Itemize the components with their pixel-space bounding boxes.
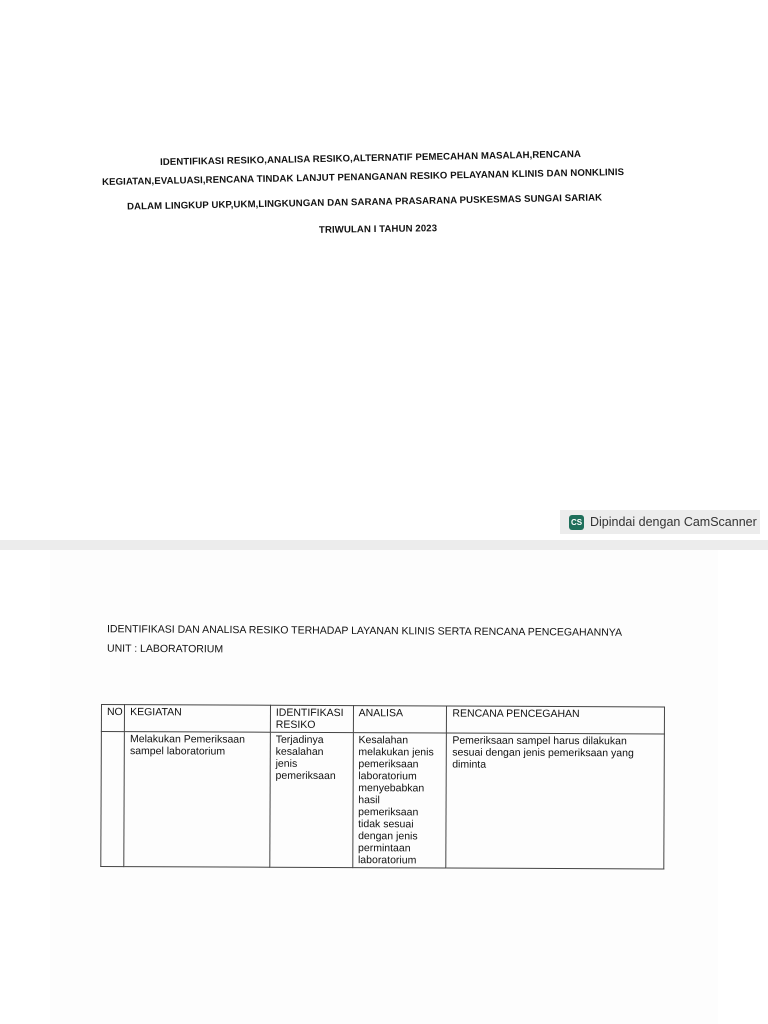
table-header-row [101, 705, 664, 734]
cell-kegiatan: Melakukan Pemeriksaan sampel laboratorium [124, 732, 270, 868]
cell-analisa: Kesalahan melakukan jenis pemeriksaan laboratorium menyebabkan hasil pemeriksaan tidak sesuai dengan jenis permintaan laboratorium [352, 733, 446, 868]
camscanner-icon: CS [569, 515, 584, 530]
cell-no [101, 732, 125, 867]
title-line-1: IDENTIFIKASI RESIKO,ANALISA RESIKO,ALTERNATIF PEMECAHAN MASALAH,RENCANA [159, 148, 582, 169]
header-kegiatan: KEGIATAN [125, 705, 271, 733]
header-analisa: ANALISA [353, 706, 447, 733]
title-line-3: DALAM LINGKUP UKP,UKM,LINGKUNGAN DAN SARANA PRASARANA PUSKESMAS SUNGAI SARIAK [126, 192, 603, 213]
header-no: NO [101, 705, 124, 732]
table-heading: IDENTIFIKASI DAN ANALISA RESIKO TERHADAP LAYANAN KLINIS SERTA RENCANA PENCEGAHANNYA [106, 623, 623, 639]
header-identifikasi: IDENTIFIKASI RESIKO [270, 705, 353, 732]
cell-rencana: Pemeriksaan sampel harus dilakukan sesuai dengan jenis pemeriksaan yang diminta [446, 733, 664, 869]
camscanner-watermark [560, 510, 760, 534]
camscanner-label: Dipindai dengan CamScanner [590, 515, 757, 529]
title-line-2: KEGIATAN,EVALUASI,RENCANA TINDAK LANJUT PENANGANAN RESIKO PELAYANAN KLINIS DAN NONKLINIS [101, 166, 625, 189]
unit-label: UNIT : LABORATORIUM [106, 642, 224, 656]
title-line-4: TRIWULAN I TAHUN 2023 [318, 223, 438, 236]
risk-table [100, 704, 665, 869]
table-row [101, 732, 665, 869]
page-separator [0, 540, 768, 550]
header-rencana: RENCANA PENCEGAHAN [447, 706, 665, 734]
cell-identifikasi: Terjadinya kesalahan jenis pemeriksaan [270, 732, 353, 867]
